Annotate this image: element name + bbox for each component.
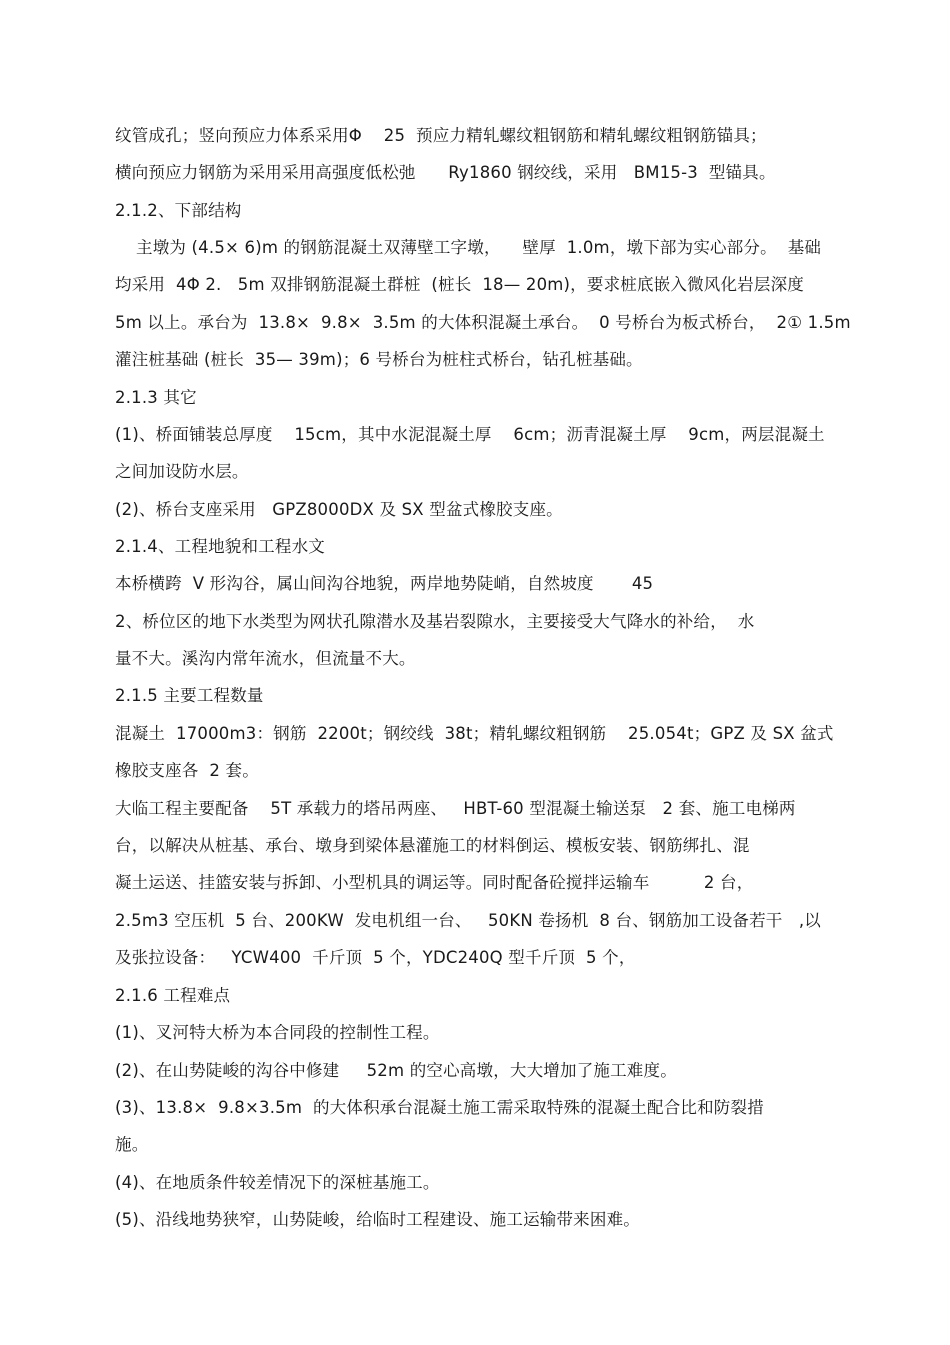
text-line: (2)、桥台支座采用 GPZ8000DX 及 SX 型盆式橡胶支座。 (115, 500, 563, 519)
text-line: (5)、沿线地势狭窄，山势陡峻，给临时工程建设、施工运输带来困难。 (115, 1210, 640, 1229)
text-line: 纹管成孔；竖向预应力体系采用Φ 25 预应力精轧螺纹粗钢筋和精轧螺纹粗钢筋锚具； (115, 126, 767, 145)
text-line: 量不大。溪沟内常年流水，但流量不大。 (115, 649, 416, 668)
text-line: (2)、在山势陡峻的沟谷中修建 52m 的空心高墩，大大增加了施工难度。 (115, 1061, 677, 1080)
text-line: 2、桥位区的地下水类型为网状孔隙潜水及基岩裂隙水，主要接受大气降水的补给， 水 (115, 612, 755, 631)
section-heading: 2.1.4、工程地貌和工程水文 (115, 537, 325, 556)
section-heading: 2.1.5 主要工程数量 (115, 686, 264, 705)
text-line: 混凝土 17000m3：钢筋 2200t；钢绞线 38t；精轧螺纹粗钢筋 25.054t；GPZ 及 SX 盆式 (115, 724, 834, 743)
text-line: (3)、13.8× 9.8×3.5m 的大体积承台混凝土施工需采取特殊的混凝土配合比和防裂措 (115, 1098, 764, 1117)
text-line: 施。 (115, 1135, 149, 1154)
section-heading: 2.1.2、下部结构 (115, 201, 242, 220)
text-line: (4)、在地质条件较差情况下的深桩基施工。 (115, 1173, 440, 1192)
text-line: (1)、桥面铺装总厚度 15cm，其中水泥混凝土厚 6cm；沥青混凝土厚 9cm，两层混凝土 (115, 425, 825, 444)
text-line: 橡胶支座各 2 套。 (115, 761, 259, 780)
section-heading: 2.1.6 工程难点 (115, 986, 231, 1005)
section-heading: 2.1.3 其它 (115, 388, 197, 407)
text-line: 灌注桩基础 (桩长 35— 39m)；6 号桥台为桩柱式桥台，钻孔桩基础。 (115, 350, 643, 369)
text-line: 横向预应力钢筋为采用采用高强度低松弛 Ry1860 钢绞线，采用 BM15-3 型锚具。 (115, 163, 776, 182)
text-line: 5m 以上。承台为 13.8× 9.8× 3.5m 的大体积混凝土承台。 0 号桥台为板式桥台， 2① 1.5m (115, 313, 851, 332)
text-line: 大临工程主要配备 5T 承载力的塔吊两座、 HBT-60 型混凝土输送泵 2 套、施工电梯两 (115, 799, 796, 818)
text-line: 本桥横跨 V 形沟谷，属山间沟谷地貌，两岸地势陡峭，自然坡度 45 (115, 574, 654, 593)
text-line: 及张拉设备： YCW400 千斤顶 5 个，YDC240Q 型千斤顶 5 个， (115, 948, 636, 967)
text-line: 之间加设防水层。 (115, 462, 249, 481)
text-line: 主墩为 (4.5× 6)m 的钢筋混凝土双薄壁工字墩， 壁厚 1.0m，墩下部为实心部分。 基础 (136, 238, 822, 257)
text-line: 台，以解决从桩基、承台、墩身到梁体悬灌施工的材料倒运、模板安装、钢筋绑扎、混 (115, 836, 750, 855)
text-line: 均采用 4Φ 2. 5m 双排钢筋混凝土群桩 (桩长 18— 20m)，要求桩底嵌入微风化岩层深度 (115, 275, 804, 294)
text-line: 2.5m3 空压机 5 台、200KW 发电机组一台、 50KN 卷扬机 8 台、钢筋加工设备若干 ,以 (115, 911, 821, 930)
text-line: 凝土运送、挂篮安装与拆卸、小型机具的调运等。同时配备砼搅拌运输车 2 台， (115, 873, 754, 892)
text-line: (1)、叉河特大桥为本合同段的控制性工程。 (115, 1023, 440, 1042)
